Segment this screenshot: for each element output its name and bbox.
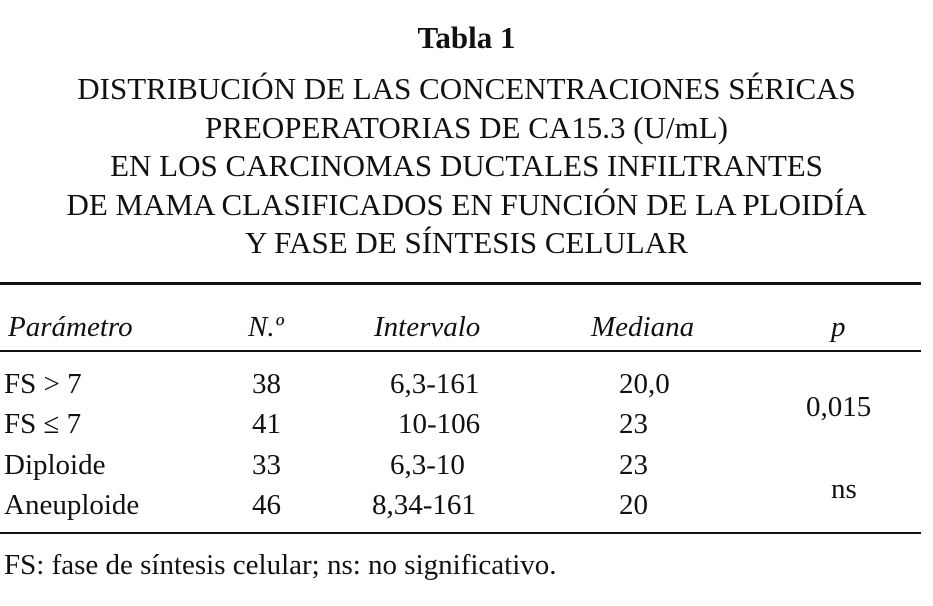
cell-intervalo: 6,3-161	[390, 368, 480, 400]
table-footnote: FS: fase de síntesis celular; ns: no significativo.	[4, 549, 557, 581]
cell-n: 33	[252, 449, 281, 481]
header-intervalo: Intervalo	[374, 311, 481, 343]
cell-n: 41	[252, 408, 281, 440]
table-title: Tabla 1	[417, 20, 516, 55]
bottom-rule	[0, 532, 921, 534]
cell-mediana: 20,0	[619, 368, 670, 400]
cell-parametro: Diploide	[4, 449, 106, 481]
cell-mediana: 20	[619, 489, 648, 521]
header-n: N.º	[248, 311, 284, 343]
subtitle-line: DISTRIBUCIÓN DE LAS CONCENTRACIONES SÉRICAS	[77, 71, 856, 106]
top-rule	[0, 282, 921, 285]
p-value-fs: 0,015	[806, 391, 872, 423]
header-p: p	[831, 311, 846, 343]
cell-n: 38	[252, 368, 281, 400]
subtitle-line: Y FASE DE SÍNTESIS CELULAR	[245, 225, 688, 260]
p-value-ploidy: ns	[831, 473, 857, 505]
cell-intervalo: 6,3-10	[390, 449, 465, 481]
header-parametro: Parámetro	[8, 311, 133, 343]
cell-parametro: Aneuploide	[4, 489, 140, 521]
cell-intervalo: 8,34-161	[372, 489, 476, 521]
table-subtitle	[0, 70, 933, 263]
subtitle-line: EN LOS CARCINOMAS DUCTALES INFILTRANTES	[110, 148, 823, 183]
cell-intervalo: 10-106	[398, 408, 481, 440]
cell-n: 46	[252, 489, 281, 521]
header-mediana: Mediana	[591, 311, 695, 343]
header-rule	[0, 350, 921, 352]
subtitle-line: DE MAMA CLASIFICADOS EN FUNCIÓN DE LA PLOIDÍA	[66, 186, 867, 222]
cell-mediana: 23	[619, 408, 648, 440]
cell-parametro: FS ≤ 7	[4, 408, 82, 440]
subtitle-line: PREOPERATORIAS DE CA15.3 (U/mL)	[204, 109, 729, 145]
cell-parametro: FS > 7	[4, 368, 82, 400]
cell-mediana: 23	[619, 449, 648, 481]
